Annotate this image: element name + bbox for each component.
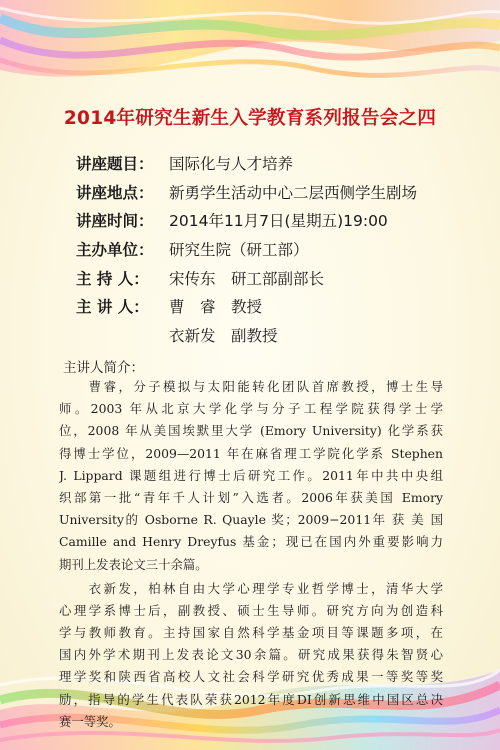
bio-line: 赛一等奖。 xyxy=(59,713,121,729)
bio-line: 学与教师教育。主持国家自然科学基金项目等课题多项，在 xyxy=(59,625,443,641)
bio-line: 师。2003 年从北京大学化学与分子工程学院获得学士学 xyxy=(59,401,443,417)
bio-line: 国内外学术期刊上发表论文30余篇。研究成果获得朱智贤心 xyxy=(59,647,443,663)
speaker-value-1: 曹 睿 教授 xyxy=(169,298,263,317)
lecture-info xyxy=(76,149,486,349)
bio-line: 得博士学位，2009—2011 年在麻省理工学院化学系 Stephen xyxy=(59,445,443,461)
info-row-location xyxy=(76,178,486,207)
bio-heading: 主讲人简介： xyxy=(63,360,144,376)
info-row-organizer xyxy=(76,235,486,264)
time-label: 讲座时间： xyxy=(76,212,154,231)
info-row-topic xyxy=(76,149,486,178)
bio-line: 衣新发，柏林自由大学心理学专业哲学博士，清华大学 xyxy=(59,580,443,596)
host-value: 宋传东 研工部副部长 xyxy=(169,269,325,288)
location-label: 讲座地点： xyxy=(76,183,154,202)
bio-line: 期刊上发表论文三十余篇。 xyxy=(59,556,208,572)
bio-line: 励，指导的学生代表队荣获2012年度DI创新思维中国区总决 xyxy=(59,691,443,707)
bio-line: 心理学系博士后，副教授、硕士生导师。研究方向为创造科 xyxy=(59,602,443,618)
bio-line: 理学奖和陕西省高校人文社会科学研究优秀成果一等奖等奖 xyxy=(59,669,443,685)
info-row-time xyxy=(76,206,486,235)
bio-line: University的 Osborne R. Quayle 奖；2009−2011年 获 美 国 xyxy=(59,512,443,528)
bio-line: 织部第一批“青年千人计划”入选者。2006年获美国 Emory xyxy=(59,489,443,505)
speaker-bios xyxy=(59,376,443,733)
info-row-host xyxy=(76,263,486,292)
bio-line: 位，2008 年从美国埃默里大学 (Emory University) 化学系获 xyxy=(59,423,443,439)
info-row-speaker xyxy=(76,292,486,321)
poster-title: 2014年研究生新生入学教育系列报告会之四 xyxy=(63,108,437,129)
time-value: 2014年11月7日(星期五)19:00 xyxy=(169,212,388,231)
topic-label: 讲座题目： xyxy=(76,155,154,174)
speaker-value-2: 衣新发 副教授 xyxy=(169,326,278,345)
bio-line: J. Lippard 课题组进行博士后研究工作。2011年中共中央组 xyxy=(59,467,443,483)
location-value: 新勇学生活动中心二层西侧学生剧场 xyxy=(169,183,418,202)
bio-line: Camille and Henry Dreyfus 基金；现已在国内外重要影响力 xyxy=(59,534,443,550)
host-label: 主 持 人： xyxy=(76,269,149,288)
bio-line: 曹睿，分子模拟与太阳能转化团队首席教授，博士生导 xyxy=(59,379,443,394)
topic-value: 国际化与人才培养 xyxy=(169,155,294,174)
top-rainbow-swirl-decoration xyxy=(0,0,500,110)
speaker-label: 主 讲 人： xyxy=(76,298,149,317)
organizer-value: 研究生院（研工部） xyxy=(169,241,309,260)
organizer-label: 主办单位： xyxy=(76,241,154,260)
info-row-speaker-2 xyxy=(76,321,486,350)
